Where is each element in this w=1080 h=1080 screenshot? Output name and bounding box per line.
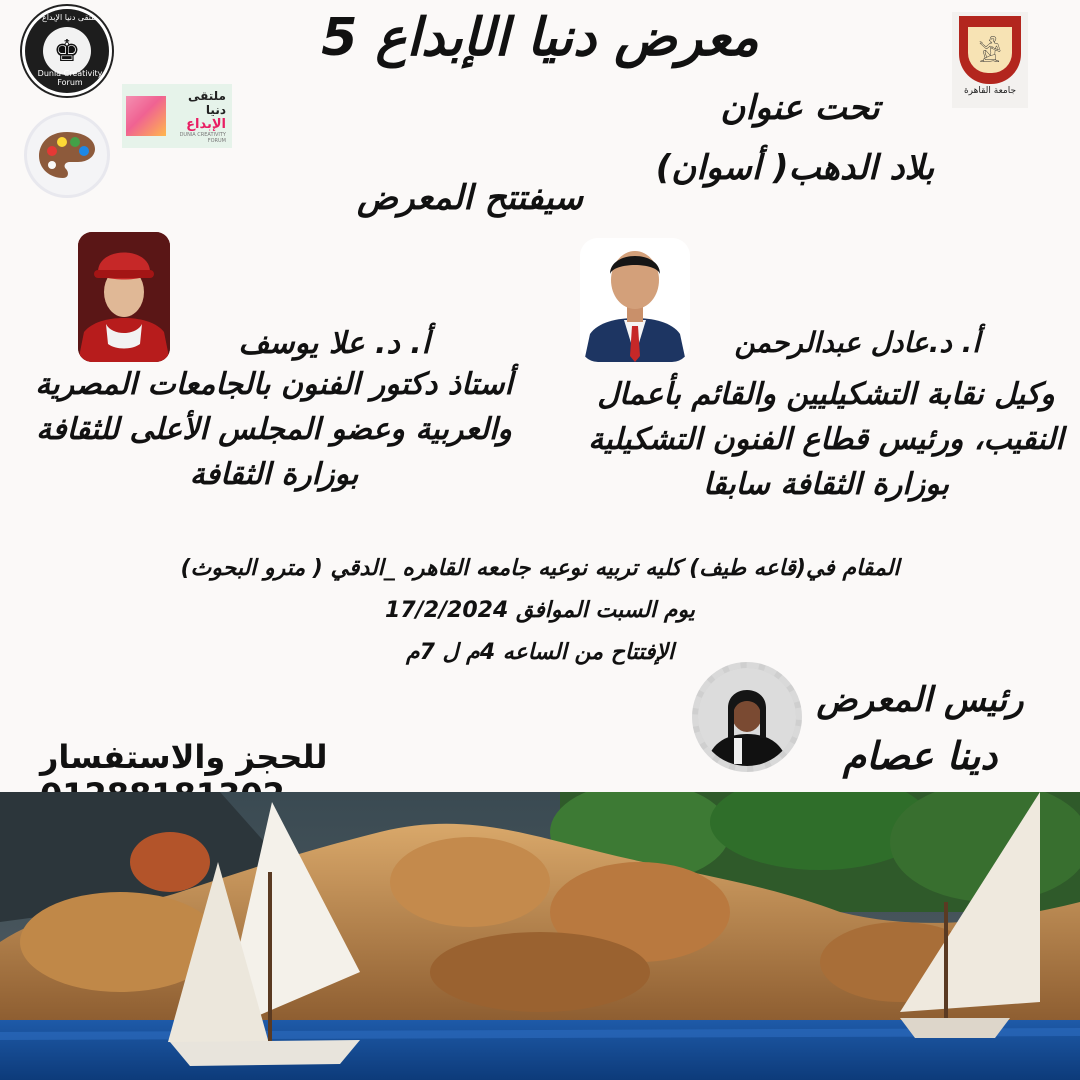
bio-line: أستاذ دكتور الفنون بالجامعات المصرية <box>35 367 513 402</box>
forum-logo-swatch <box>126 96 166 136</box>
badge-ring-bottom-text: Dunia Creativity Forum <box>37 69 103 87</box>
speaker-name-adel: أ. د.عادل عبدالرحمن <box>734 326 980 359</box>
creativity-forum-logo <box>122 84 232 148</box>
palette-icon <box>36 129 98 181</box>
speaker-bio-ola <box>4 362 544 497</box>
subtitle-label: تحت عنوان <box>720 88 880 128</box>
forum-logo-small-text: DUNIA CREATIVITY FORUM <box>179 131 226 144</box>
palette-logo <box>24 112 110 198</box>
forum-logo-bottom-text: الإبداع <box>186 116 226 132</box>
dunia-forum-badge-logo <box>22 6 112 96</box>
venue-location: المقام في(قاعه طيف) كليه تربيه نوعيه جامعه القاهره _الدقي ( مترو البحوث) <box>180 556 900 581</box>
bio-line: بوزارة الثقافة <box>189 457 359 492</box>
figure-icon: ♚ <box>53 33 81 69</box>
bio-line: بوزارة الثقافة سابقا <box>703 467 949 502</box>
university-shield <box>959 16 1021 84</box>
venue-date: يوم السبت الموافق 17/2/2024 <box>385 598 695 623</box>
booking-contact: للحجز والاستفسار <box>40 738 328 776</box>
speaker-bio-adel <box>576 372 1076 507</box>
organizer-name: دينا عصام <box>842 734 998 778</box>
speaker-portrait-ola <box>78 232 170 362</box>
pharaoh-scribe-icon: 𓀀 <box>978 39 1002 69</box>
badge-ring-top-text: ملتقى دنيا الإبداع <box>42 13 98 22</box>
exhibition-title: معرض دنيا الإبداع 5 <box>321 8 759 68</box>
bio-line: النقيب، ورئيس قطاع الفنون التشكيلية <box>588 422 1064 457</box>
organizer-label: رئيس المعرض <box>816 680 1024 720</box>
badge-center <box>43 27 91 75</box>
bio-line: وكيل نقابة التشكيليين والقائم بأعمال <box>597 377 1055 412</box>
aswan-nile-scene <box>0 792 1080 1080</box>
cairo-university-logo <box>952 12 1028 108</box>
opening-heading: سيفتتح المعرض <box>357 178 583 218</box>
speaker-portrait-adel <box>580 238 690 362</box>
forum-logo-top-text: ملتقى دنيا <box>187 88 226 117</box>
speaker-name-ola: أ. د. علا يوسف <box>238 326 430 361</box>
organizer-portrait <box>692 662 802 772</box>
bio-line: والعربية وعضو المجلس الأعلى للثقافة <box>36 412 512 447</box>
subtitle-value: بلاد الدهب( أسوان) <box>655 148 935 188</box>
venue-time: الإفتتاح من الساعه 4م ل 7م <box>405 640 675 665</box>
university-label: جامعة القاهرة <box>963 86 1017 96</box>
